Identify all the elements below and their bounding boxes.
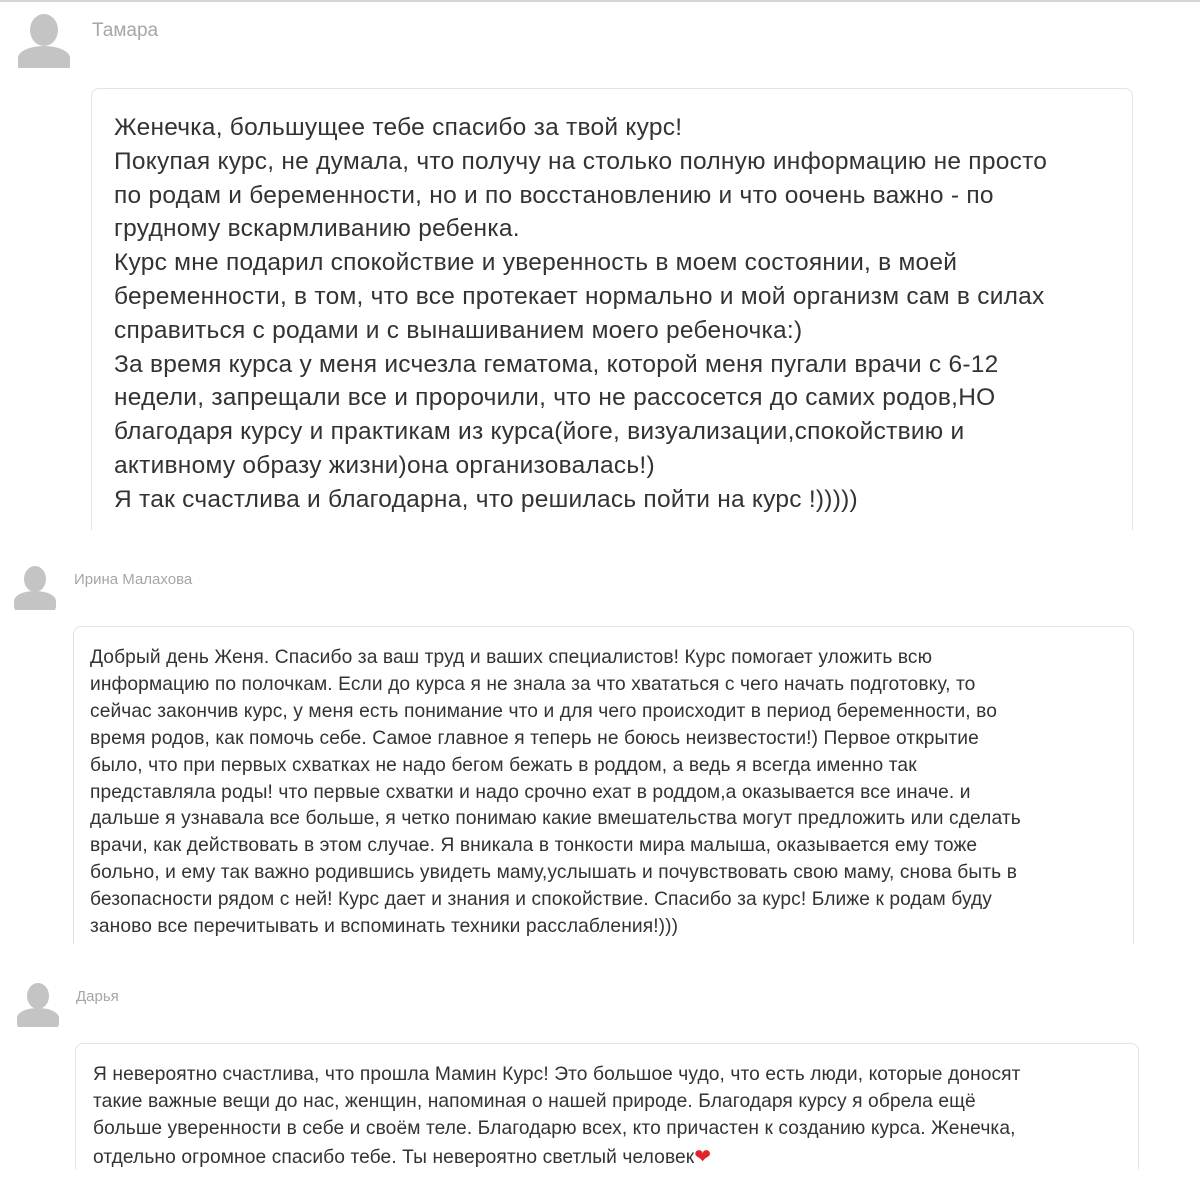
top-divider (0, 0, 1200, 2)
user-silhouette-icon (17, 983, 59, 1027)
review-author-name: Дарья (76, 988, 119, 1005)
review-text: Я невероятно счастлива, что прошла Мамин Курс! Это большое чудо, что есть люди, которые доносят такие важные вещи до нас, женщин, напоминая о нашей природе. Благодаря курсу я обрела ещё больше уверенности в себе и своём теле. Благодарю всех, кто причастен к созданию курса. Женечка, отдельно огромное спасибо тебе. Ты невероятно светлый человек (93, 1064, 1021, 1168)
review-card (73, 626, 1134, 944)
heart-emoji-icon: ❤ (694, 1143, 712, 1168)
review-author-name: Ирина Малахова (74, 571, 193, 588)
review-card (75, 1043, 1139, 1169)
review-text-container (93, 1062, 1133, 1169)
review-card (91, 88, 1133, 530)
review-text: Добрый день Женя. Спасибо за ваш труд и ваших специалистов! Курс помогает уложить всю информацию по полочкам. Если до курса я не знала за что хвататься с чего начать подготовку, то сейчас закончив курс, у меня есть понимание что и для чего происходит в период беременности, во время родов, как помочь себе. Самое главное я теперь не боюсь неизвестости!) Первое открытие было, что при первых схватках не надо бегом бежать в роддом, а ведь я всегда именно так представляла роды! что первые схватки и надо срочно ехат в роддом,а оказывается все иначе. и дальше я узнавала все больше, я четко понимаю какие вмешательства могут предложить или сделать врачи, как действовать в этом случае. Я вникала в тонкости мира малыша, оказывается ему тоже больно, и ему так важно родившись увидеть маму,услышать и почувствовать свою маму, снова быть в безопасности рядом с ней! Курс дает и знания и спокойствие. Спасибо за курс! Ближе к родам буду заново все перечитывать и вспоминать техники расслабления!))) (90, 647, 1021, 938)
user-silhouette-icon (14, 566, 56, 610)
review-text: Женечка, большущее тебе спасибо за твой курс! Покупая курс, не думала, что получу на столько полную информацию не просто по родам и беременности, но и по восстановлению и что оочень важно - по грудному вскармливанию ребенка. Курс мне подарил спокойствие и уверенность в моем состоянии, в моей беременности, в том, что все протекает нормально и мой организм сам в силах справиться с родами и с вынашиванием моего ребеночка:) За время курса у меня исчезла гематома, которой меня пугали врачи с 6-12 недели, запрещали все и пророчили, что не рассосется до самих родов,НО благодаря курсу и практикам из курса(йоге, визуализации,спокойствию и активному образу жизни)она организовалась!) Я так счастлива и благодарна, что решилась пойти на курс !))))) (114, 114, 1048, 513)
user-silhouette-icon (18, 14, 70, 68)
review-author-name: Тамара (92, 20, 159, 41)
